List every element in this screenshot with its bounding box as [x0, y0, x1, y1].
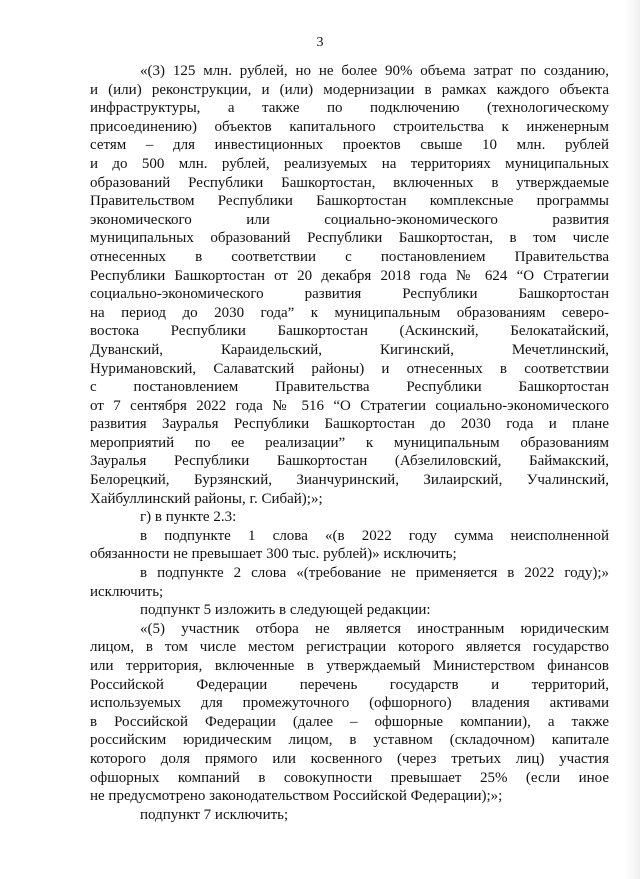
text-line: образований Республики Башкортостан, включенных в утверждаемые	[90, 174, 609, 191]
text-line: г) в пункте 2.3:	[140, 509, 237, 526]
text-line: отнесенных в соответствии с постановлением Правительства	[90, 248, 609, 265]
paragraph	[90, 620, 609, 806]
text-line: и до 500 млн. рублей, реализуемых на территориях муниципальных	[90, 155, 609, 172]
text-line: и (или) реконструкции, и (или) модернизации в рамках каждого объекта	[90, 81, 609, 98]
text-line: российским юридическим лицом, в уставном (складочном) капитале	[90, 732, 609, 749]
text-line: в Российской Федерации (далее – офшорные компании), а также	[90, 713, 609, 730]
text-line: лицом, в том числе местом регистрации которого является государство	[90, 639, 609, 656]
paragraph	[90, 62, 609, 508]
page-number: 3	[316, 35, 324, 50]
text-line: востока Республики Башкортостан (Аскинский, Белокатайский,	[90, 323, 609, 340]
text-line: не предусмотрено законодательством Российской Федерации);»;	[90, 788, 503, 805]
text-line: Хайбуллинский районы, г. Сибай);»;	[90, 490, 323, 507]
text-line: в подпункте 1 слова «(в 2022 году сумма неисполненной	[140, 527, 609, 544]
text-line: или территория, включенные в утверждаемый Министерством финансов	[90, 658, 609, 674]
text-line: Нуримановский, Салаватский районы) и отнесенных в соответствии	[90, 360, 609, 377]
text-line: в подпункте 2 слова «(требование не применяется в 2022 году);»	[140, 565, 609, 582]
text-line: с постановлением Правительства Республики Башкортостан	[90, 379, 609, 396]
text-line: социально-экономического развития Республики Башкортостан	[90, 286, 609, 303]
text-line: присоединению) объектов капитального строительства к инженерным	[90, 118, 609, 135]
text-line: обязанности не превышает 300 тыс. рублей)» исключить;	[90, 546, 457, 563]
text-line: Зауралья Республики Башкортостан (Абзелиловский, Баймакский,	[90, 453, 609, 470]
paragraph	[90, 508, 609, 527]
text-line: подпункт 5 изложить в следующей редакции:	[140, 602, 431, 619]
text-line: мероприятий по ее реализации” к муниципальным образованиям	[90, 434, 609, 451]
paragraph	[90, 601, 609, 620]
text-line: исключить;	[90, 583, 164, 600]
document-body	[90, 62, 609, 824]
text-line: подпункт 7 исключить;	[140, 806, 289, 823]
text-line: развития Зауралья Республики Башкортостан до 2030 года и плане	[90, 416, 609, 433]
text-line: Республики Башкортостан от 20 декабря 2018 года № 624 “О Стратегии	[90, 267, 609, 284]
text-line: которого доля прямого или косвенного (через третьих лиц) участия	[90, 750, 609, 767]
text-line: Правительством Республики Башкортостан комплексные программы	[90, 193, 609, 210]
text-line: экономического или социально-экономического развития	[90, 211, 609, 228]
text-line: на период до 2030 года” к муниципальным образованиям северо-	[90, 304, 609, 321]
paragraph	[90, 527, 609, 564]
text-line: «(5) участник отбора не является иностранным юридическим	[140, 620, 609, 637]
text-line: офшорных компаний в совокупности превышает 25% (если иное	[90, 769, 609, 786]
paragraph	[90, 564, 609, 601]
text-line: «(3) 125 млн. рублей, но не более 90% объема затрат по созданию,	[140, 63, 609, 79]
text-line: муниципальных образований Республики Башкортостан, в том числе	[90, 230, 609, 247]
text-line: сетям – для инвестиционных проектов свыше 10 млн. рублей	[90, 137, 609, 154]
text-line: используемых для промежуточного (офшорного) владения активами	[90, 695, 609, 712]
page-edge-shadow	[626, 0, 640, 879]
text-line: инфраструктуры, а также по подключению (технологическому	[90, 100, 609, 117]
paragraph	[90, 806, 609, 825]
text-line: Белорецкий, Бурзянский, Зианчуринский, Зилаирский, Учалинский,	[90, 472, 609, 489]
text-line: от 7 сентября 2022 года № 516 “О Стратегии социально-экономического	[90, 397, 609, 414]
text-line: Дуванский, Караидельский, Кигинский, Мечетлинский,	[90, 341, 609, 358]
text-line: Российской Федерации перечень государств и территорий,	[90, 676, 609, 693]
